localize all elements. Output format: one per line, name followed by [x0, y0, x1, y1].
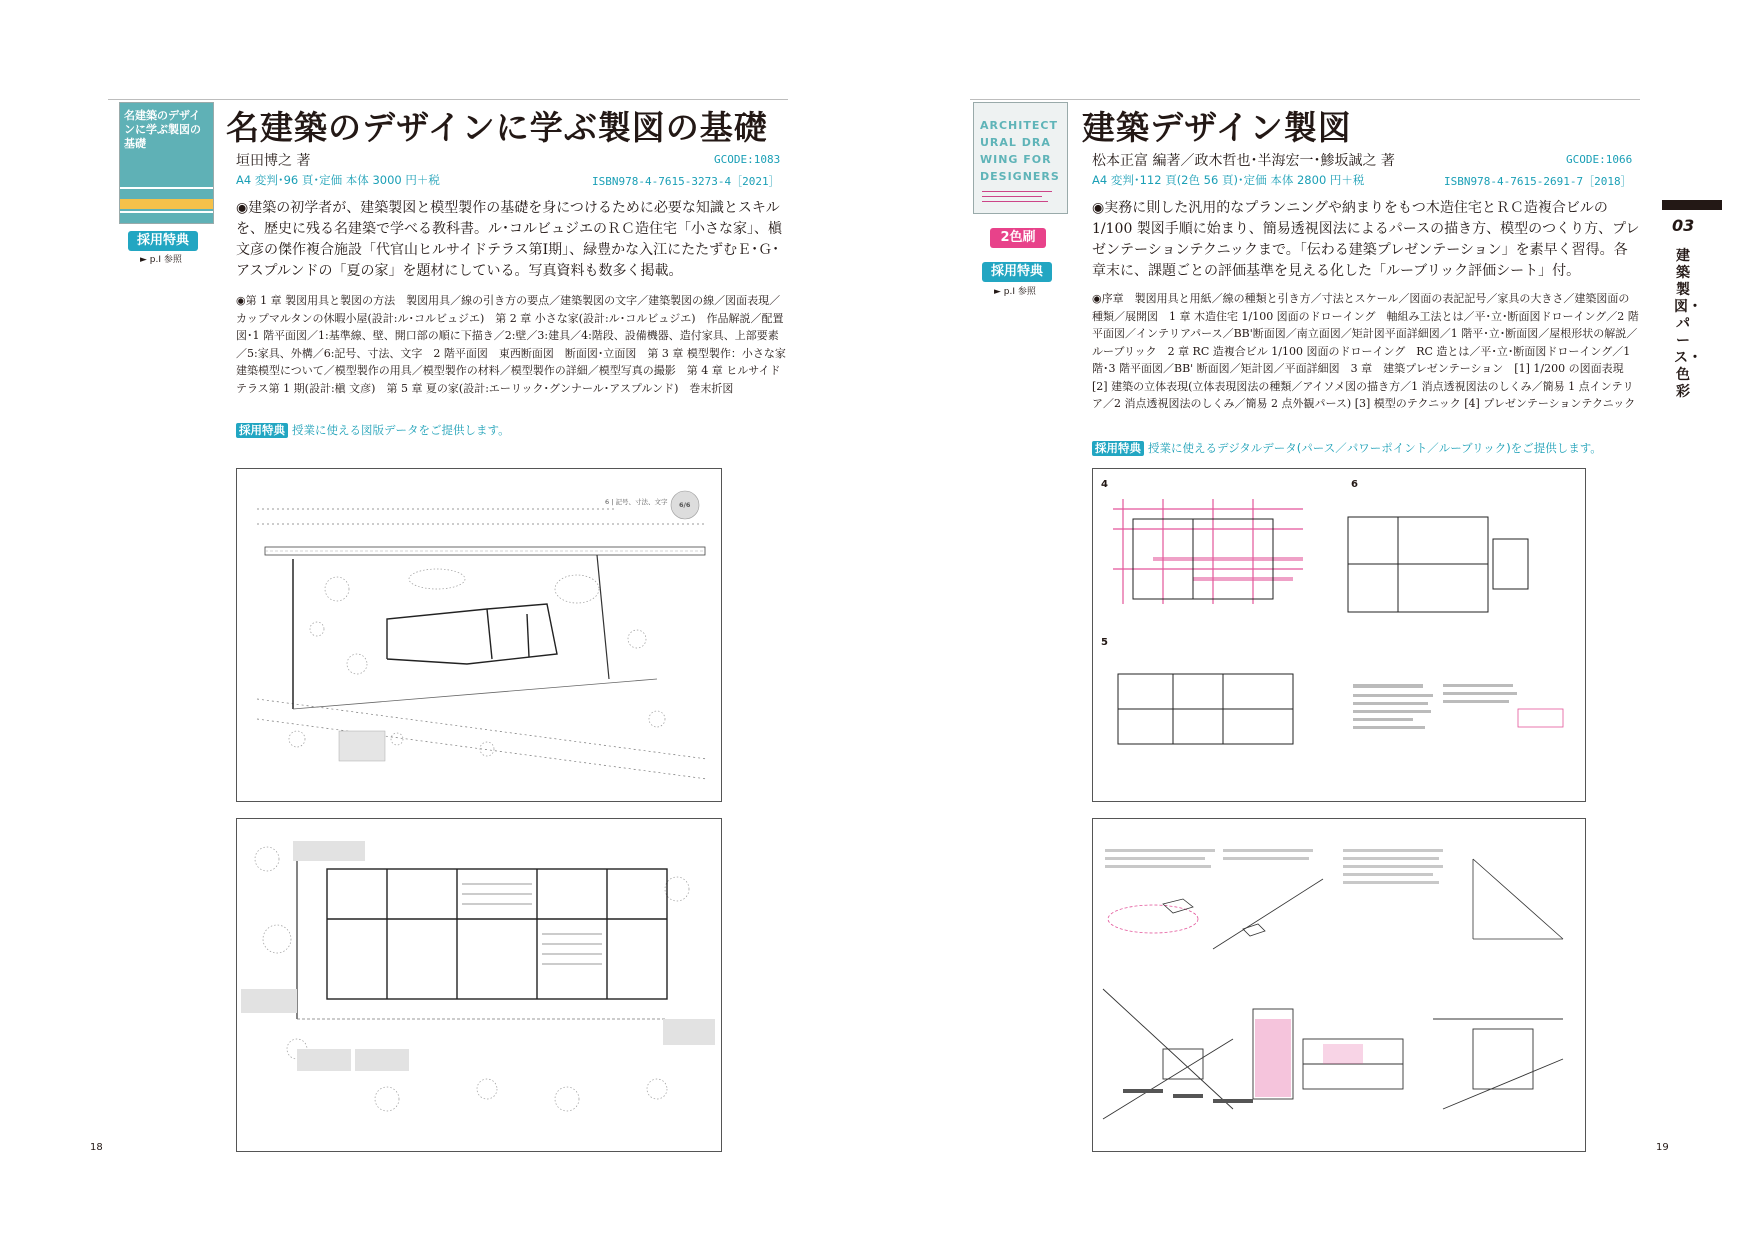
- left-cover-title: 名建築のデザインに学ぶ製図の基礎: [124, 109, 201, 150]
- perspective-drawings: [1093, 819, 1585, 1151]
- left-book-title: 名建築のデザインに学ぶ製図の基礎: [226, 108, 768, 147]
- right-top-rule: [970, 99, 1640, 100]
- left-description: ◉建築の初学者が、建築製図と模型製作の基礎を身につけるために必要な知識とスキルを、歴史に残る名建築で学べる教科書。ル･コルビュジエのＲＣ造住宅「小さな家」、槇文彦の傑作複合施設「代官山ヒルサイドテラス第Ⅰ期」、緑豊かな入江にたたずむＥ･Ｇ･アスプルンドの「夏の家」を題材にしている。写真資料も数多く掲載。: [236, 200, 782, 279]
- fig-num-6: 6: [1351, 479, 1358, 490]
- left-perk: [236, 422, 510, 438]
- right-perk-text: 授業に使えるデジタルデータ(パース／パワーポイント／ルーブリック)をご提供します。: [1148, 441, 1602, 455]
- right-sample-page-2: [1092, 818, 1586, 1152]
- right-description: ◉実務に則した汎用的なプランニングや納まりをもつ木造住宅とＲＣ造複合ビルの 1/100 製図手順に始まり、簡易透視図法によるパースの描き方、模型のつくり方、プレゼンテーションテクニックまで。「伝わる建築プレゼンテーション」を素早く習得。各章末に、課題ごとの評価基準を見える化した「ルーブリック評価シート」付。: [1092, 200, 1640, 279]
- sample1-caption: 6 | 記号、寸法、文字: [605, 498, 668, 506]
- right-adoption-badge: 採用特典: [982, 262, 1052, 282]
- left-toc: ◉第 1 章 製図用具と製図の方法 製図用具／線の引き方の要点／建築製図の文字／建築製図の線／図面表現／カップマルタンの休暇小屋(設計:ル･コルビュジエ) 第 2 章 小さな家(設計:ル･コルビュジエ) 作品解説／配置図･1 階平面図／1:基準線、壁、開口部の順に下描き／2:壁／3:建具／4:階段、設備機器、造付家具、上部要素／5:家具、外構／6:記号、寸法、文字 2 階平面図 東西断面図 断面図･立面図 第 3 章 模型製作：小さな家 建築模型について／模型製作の用具／模型製作の材料／模型製作の詳細／模型写真の撮影 第 4 章 ヒルサイドテラス第 1 期(設計:槇 文彦) 第 5 章 夏の家(設計:エーリック･グンナール･アスプルンド) 巻末折図: [236, 294, 797, 395]
- left-perk-tag: 採用特典: [236, 423, 288, 438]
- left-book-cover: [119, 102, 214, 224]
- right-book-cover: [973, 102, 1068, 214]
- right-sample-page-1: [1092, 468, 1586, 802]
- right-badge-ref: ► p.I 参照: [994, 287, 1036, 297]
- right-book-author: 松本正富 編著／政木哲也･半海宏一･鯵坂誠之 著: [1092, 153, 1395, 169]
- left-top-rule: [108, 99, 788, 100]
- left-sample-page-1: [236, 468, 722, 802]
- right-toc: ◉序章 製図用具と用紙／線の種類と引き方／寸法とスケール／図面の表記記号／家具の大きさ／建築図面の種類／展開図 1 章 木造住宅 1/100 図面のドローイング 軸組み工法とは／平･立･断面図ドローイング／2 階平面図／インテリアパース／BB'断面図／南立面図／矩計図平面詳細図／1 階平･立･断面図／屋根形状の解説／ルーブリック 2 章 RC 造複合ビル 1/100 図面のドローイング RC 造とは／平･立･断面図ドローイング／1 階･3 階平面図／BB' 断面図／矩計図／平面詳細図 3 章 建築プレゼンテーション [1] 1/200 の図面表現 [2] 建築の立体表現(立体表現図法の種類／アイソメ図の描き方／1 消点透視図法のしくみ／簡易 1 点インテリア／2 消点透視図法のしくみ／簡易 2 点外観パース) [3] 模型のテクニック [4] プレゼンテーションテクニック: [1092, 292, 1639, 410]
- left-sample-page-2: [236, 818, 722, 1152]
- right-perk-tag: 採用特典: [1092, 441, 1144, 456]
- site-plan-drawing: [237, 469, 721, 801]
- left-isbn: ISBN978-4-7615-3273-4［2021］: [592, 175, 780, 188]
- section-category: 建築製図・パース・色彩: [1674, 248, 1702, 400]
- two-color-badge: 2色刷: [990, 228, 1046, 248]
- right-page-number: 19: [1656, 1142, 1669, 1153]
- section-tab-bar: [1662, 200, 1722, 210]
- right-book-title: 建築デザイン製図: [1082, 108, 1352, 147]
- left-book-author: 垣田博之 著: [236, 153, 311, 169]
- right-perk: [1092, 440, 1602, 456]
- right-cover-title: ARCHITECTURAL DRAWING FOR DESIGNERS: [980, 119, 1060, 183]
- left-perk-text: 授業に使える図版データをご提供します。: [292, 423, 510, 437]
- fig-num-5: 5: [1101, 637, 1108, 648]
- floor-plan-drawing: [237, 819, 721, 1151]
- section-number: 03: [1672, 216, 1695, 235]
- left-page-number: 18: [90, 1142, 103, 1153]
- left-spec: A4 変判･96 頁･定価 本体 3000 円＋税: [236, 173, 440, 187]
- plan-drawings: [1093, 469, 1585, 801]
- fig-num-4: 4: [1101, 479, 1108, 490]
- right-isbn: ISBN978-4-7615-2691-7［2018］: [1444, 175, 1632, 188]
- left-gcode: GCODE:1083: [714, 153, 781, 166]
- left-adoption-badge: 採用特典: [128, 231, 198, 251]
- right-spec: A4 変判･112 頁(2色 56 頁)･定価 本体 2800 円＋税: [1092, 173, 1365, 187]
- sample1-page-badge: 6/6: [679, 501, 691, 509]
- right-gcode: GCODE:1066: [1566, 153, 1633, 166]
- left-badge-ref: ► p.I 参照: [140, 255, 182, 265]
